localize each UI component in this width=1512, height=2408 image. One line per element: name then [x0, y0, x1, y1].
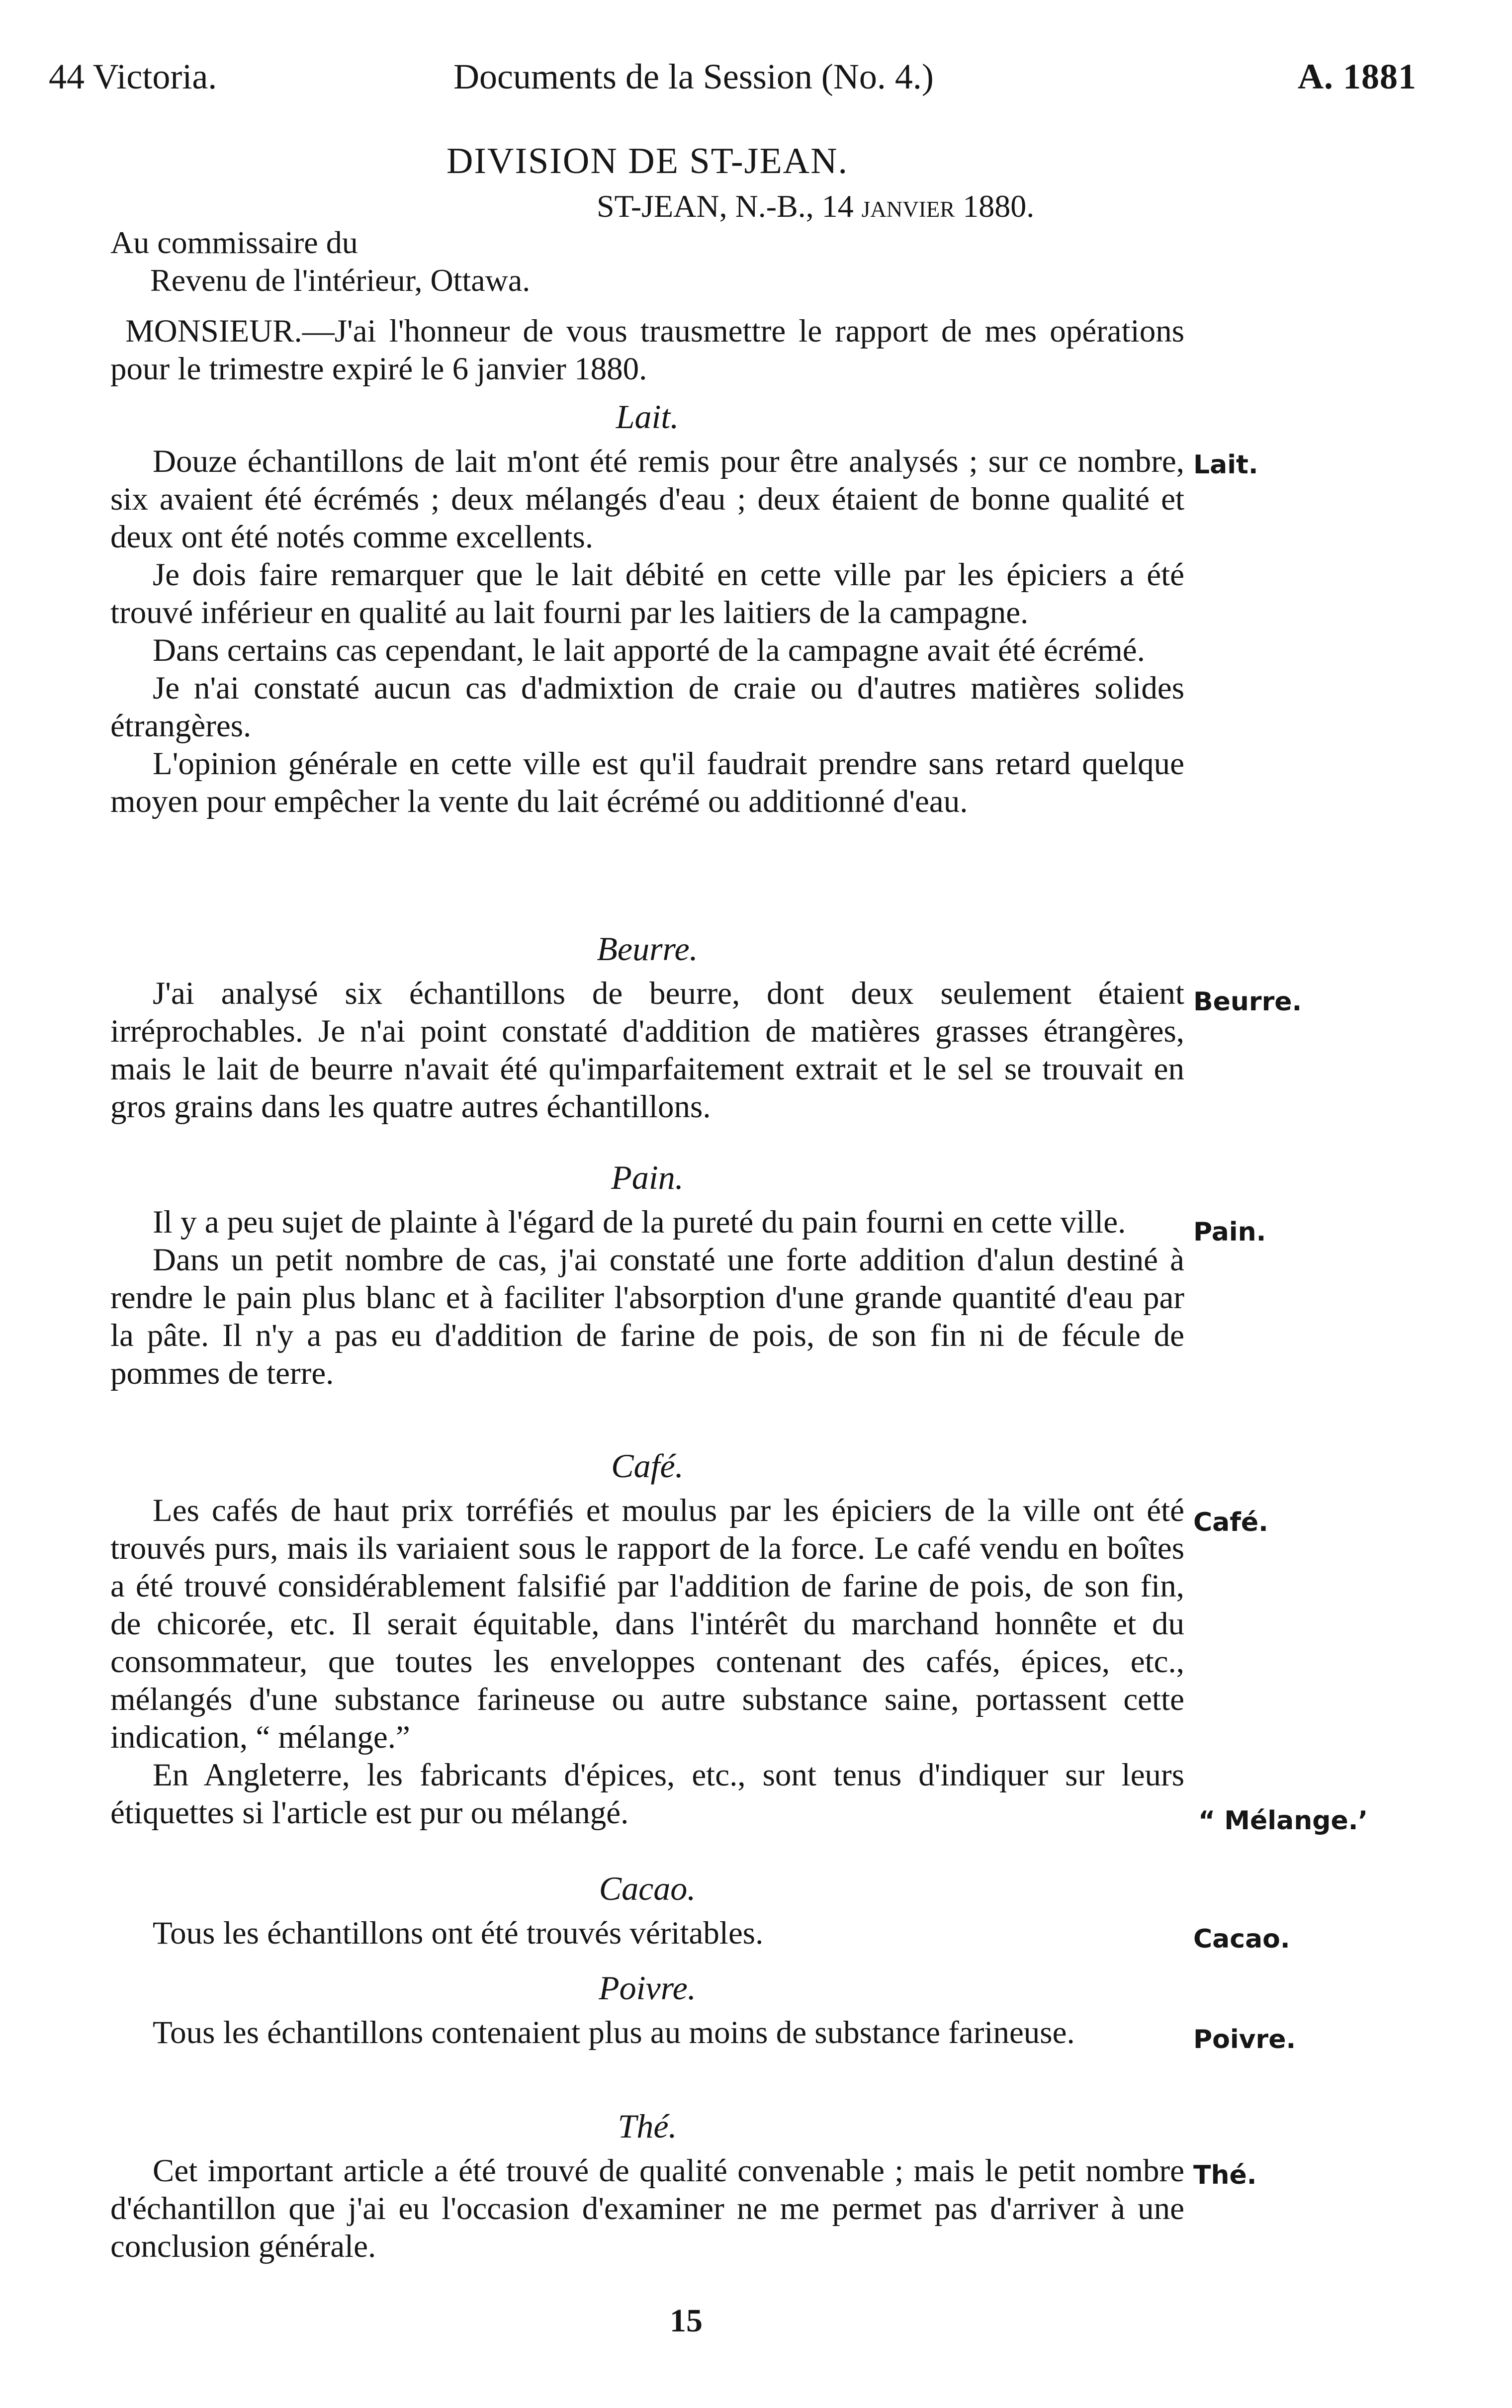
running-header-right: A. 1881: [1298, 57, 1417, 96]
section-heading-the: Thé.: [618, 2107, 677, 2145]
section-heading-lait: Lait.: [616, 398, 679, 436]
section-lait: [110, 398, 1184, 820]
paragraph: Les cafés de haut prix torréfiés et moulus par les épiciers de la ville ont été trouvés purs, mais ils variaient sous le rapport de la force. Le café vendu en boîtes a été trouvé considérablement falsifié par l'addition de farine de pois, de son fin, de chicorée, etc. Il serait équitable, dans l'intérêt du marchand honnête et du consommateur, que toutes les enveloppes contenant des cafés, épices, etc., mélangés d'une substance farineuse ou autre substance saine, portassent cette indication, “ mélange.”: [110, 1493, 1184, 1755]
section-heading-beurre: Beurre.: [597, 930, 698, 968]
dateline-text: ST-JEAN, N.-B., 14 janvier 1880.: [597, 188, 1035, 224]
margin-note-the: Thé.: [1193, 2160, 1257, 2190]
paragraph: L'opinion générale en cette ville est qu'il faudrait prendre sans retard quelque moyen pour empêcher la vente du lait écrémé ou additionné d'eau.: [110, 746, 1184, 819]
paragraph: En Angleterre, les fabricants d'épices, etc., sont tenus d'indiquer sur leurs étiquettes si l'article est pur ou mélangé.: [110, 1757, 1184, 1831]
section-heading-poivre: Poivre.: [599, 1969, 696, 2007]
division-title: DIVISION DE ST-JEAN.: [446, 141, 849, 181]
address-line-1: Au commissaire du: [110, 225, 358, 260]
section-the: [110, 2107, 1184, 2265]
margin-note-cafe: Café.: [1193, 1508, 1268, 1537]
paragraph: J'ai analysé six échantillons de beurre, dont deux seulement étaient irréprochables. Je n'ai point constaté d'addition de matières grasses étrangères, mais le lait de beurre n'avait été qu'imparfaitement extrait et le sel se trouvait en gros grains dans les quatre autres échantillons.: [110, 976, 1184, 1125]
paragraph: Tous les échantillons ont été trouvés véritables.: [153, 1915, 764, 1951]
section-poivre: [110, 1969, 1184, 2051]
margin-note-cacao: Cacao.: [1193, 1924, 1290, 1954]
paragraph: Cet important article a été trouvé de qualité convenable ; mais le petit nombre d'échantillon que j'ai eu l'occasion d'examiner ne me permet pas d'arriver à une conclusion générale.: [110, 2153, 1184, 2264]
section-cafe: [110, 1447, 1184, 1832]
address-line-2: Revenu de l'intérieur, Ottawa.: [150, 263, 531, 298]
section-pain: [110, 1159, 1184, 1392]
margin-note-lait: Lait.: [1193, 450, 1258, 480]
margin-note-melange: “ Mélange.’: [1198, 1806, 1368, 1836]
section-beurre: [110, 930, 1184, 1126]
margin-note-pain: Pain.: [1193, 1217, 1266, 1247]
paragraph: Dans certains cas cependant, le lait apporté de la campagne avait été écrémé.: [153, 632, 1145, 668]
paragraph: Douze échantillons de lait m'ont été remis pour être analysés ; sur ce nombre, six avaient été écrémés ; deux mélangés d'eau ; deux étaient de bonne qualité et deux ont été notés comme excellents.: [110, 444, 1184, 555]
section-heading-cafe: Café.: [611, 1447, 684, 1485]
running-header-center: Documents de la Session (No. 4.): [453, 57, 934, 96]
salutation-text: —J'ai l'honneur de vous trausmettre le rapport de mes opérations pour le trimestre expiré le 6 janvier 1880.: [110, 313, 1184, 387]
dateline: [597, 188, 1193, 225]
salutation-lead: MONSIEUR.: [125, 313, 302, 349]
paragraph: Dans un petit nombre de cas, j'ai constaté une forte addition d'alun destiné à rendre le pain plus blanc et à faciliter l'absorption d'une grande quantité d'eau par la pâte. Il n'y a pas eu d'addition de farine de pois, de son fin ni de fécule de pommes de terre.: [110, 1242, 1184, 1391]
margin-note-poivre: Poivre.: [1193, 2025, 1296, 2054]
salutation: [110, 312, 1184, 388]
paragraph: Tous les échantillons contenaient plus au moins de substance farineuse.: [153, 2015, 1075, 2051]
margin-note-beurre: Beurre.: [1193, 987, 1302, 1017]
section-heading-pain: Pain.: [611, 1159, 684, 1196]
paragraph: Je dois faire remarquer que le lait débité en cette ville par les épiciers a été trouvé inférieur en qualité au lait fourni par les laitiers de la campagne.: [110, 557, 1184, 630]
running-header-left: 44 Victoria.: [49, 57, 217, 96]
page-number: 15: [670, 2303, 703, 2339]
address-block: [110, 224, 1184, 299]
paragraph: Je n'ai constaté aucun cas d'admixtion de craie ou d'autres matières solides étrangères.: [110, 670, 1184, 744]
section-heading-cacao: Cacao.: [599, 1870, 696, 1907]
paragraph: Il y a peu sujet de plainte à l'égard de la pureté du pain fourni en cette ville.: [153, 1204, 1126, 1240]
section-cacao: [110, 1870, 1184, 1952]
